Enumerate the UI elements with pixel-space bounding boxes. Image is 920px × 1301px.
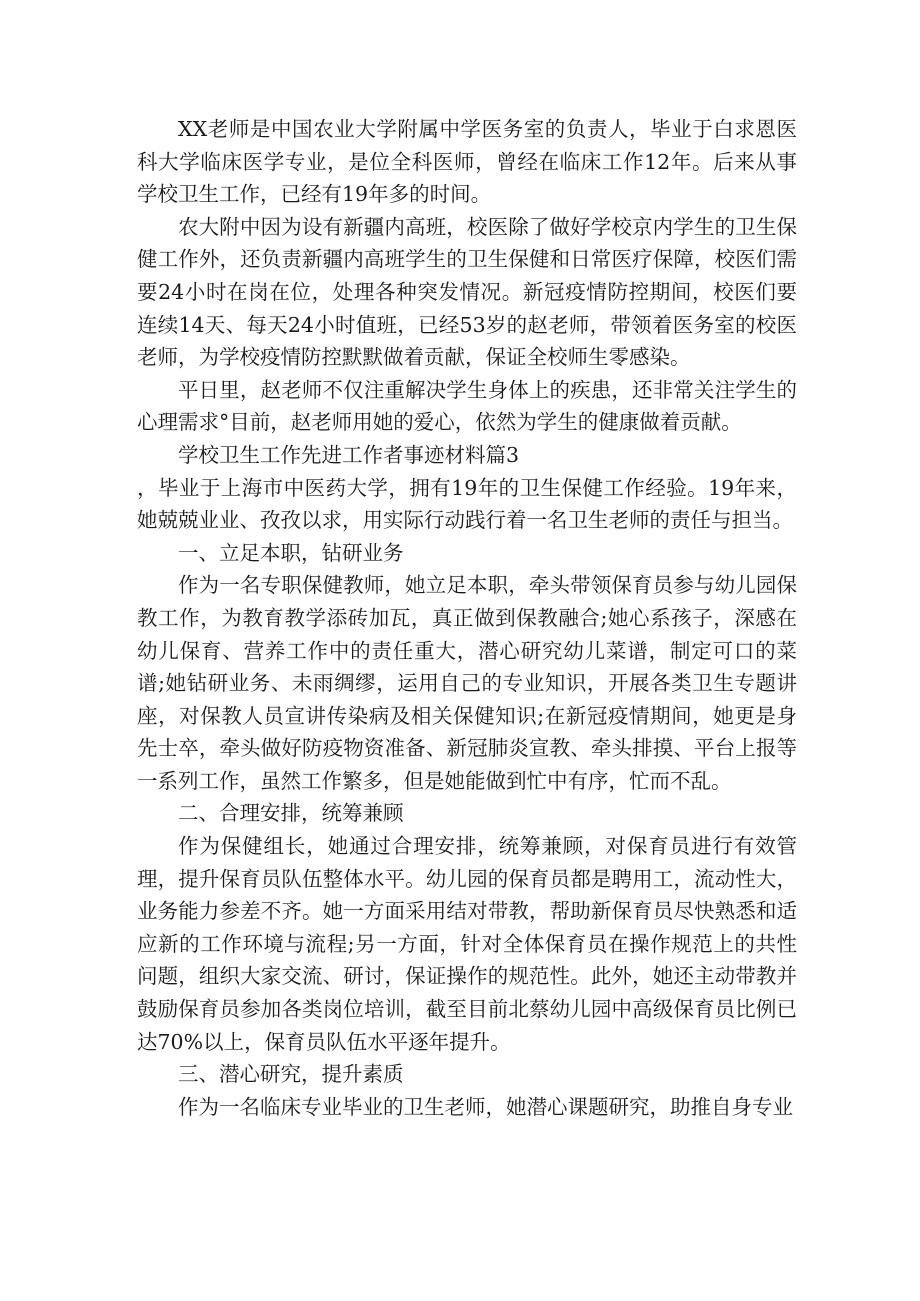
paragraph-intro: XX老师是中国农业大学附属中学医务室的负责人，毕业于白求恩医科大学临床医学专业，是位全科医师，曾经在临床工作12年。后来从事学校卫生工作，已经有19年多的时间。 (137, 117, 797, 207)
paragraph-section-3: 作为一名临床专业毕业的卫生老师，她潜心课题研究，助推自身专业 (178, 1094, 793, 1119)
paragraph-daily-care: 平日里，赵老师不仅注重解决学生身体上的疾患，还非常关注学生的心理需求°目前，赵老师用她的爱心，依然为学生的健康做着贡献。 (137, 377, 797, 435)
document-body (137, 113, 797, 1123)
article-title-part3: 学校卫生工作先进工作者事迹材料篇3 (178, 442, 520, 467)
section-heading-3: 三、潜心研究，提升素质 (178, 1062, 404, 1087)
section-heading-1: 一、立足本职，钻研业务 (178, 540, 404, 565)
paragraph-section-2: 作为保健组长，她通过合理安排，统筹兼顾，对保育员进行有效管理，提升保育员队伍整体水平。幼儿园的保育员都是聘用工，流动性大，业务能力参差不齐。她一方面采用结对带教，帮助新保育员尽快熟悉和适应新的工作环境与流程;另一方面，针对全体保育员在操作规范上的共性问题，组织大家交流、研讨，保证操作的规范性。此外，她还主动带教并鼓励保育员参加各类岗位培训，截至目前北蔡幼儿园中高级保育员比例已达70%以上，保育员队伍水平逐年提升。 (137, 834, 797, 1054)
paragraph-section-1: 作为一名专职保健教师，她立足本职，牵头带领保育员参与幼儿园保教工作，为教育教学添砖加瓦，真正做到保教融合;她心系孩子，深感在幼儿保育、营养工作中的责任重大，潜心研究幼儿菜谱，制定可口的菜谱;她钻研业务、未雨绸缪，运用自己的专业知识，开展各类卫生专题讲座，对保教人员宣讲传染病及相关保健知识;在新冠疫情期间，她更是身先士卒，牵头做好防疫物资准备、新冠肺炎宣教、牵头排摸、平台上报等一系列工作，虽然工作繁多，但是她能做到忙中有序，忙而不乱。 (137, 573, 797, 793)
paragraph-xinjiang-class: 农大附中因为设有新疆内高班，校医除了做好学校京内学生的卫生保健工作外，还负责新疆内高班学生的卫生保健和日常医疗保障，校医们需要24小时在岗在位，处理各种突发情况。新冠疫情防控期间，校医们要连续14天、每天24小时值班，已经53岁的赵老师，带领着医务室的校医老师，为学校疫情防控默默做着贡献，保证全校师生零感染。 (137, 214, 797, 370)
section-heading-2: 二、合理安排，统筹兼顾 (178, 801, 404, 826)
paragraph-background: ，毕业于上海市中医药大学，拥有19年的卫生保健工作经验。19年来，她兢兢业业、孜孜以求，用实际行动践行着一名卫生老师的责任与担当。 (137, 475, 797, 533)
